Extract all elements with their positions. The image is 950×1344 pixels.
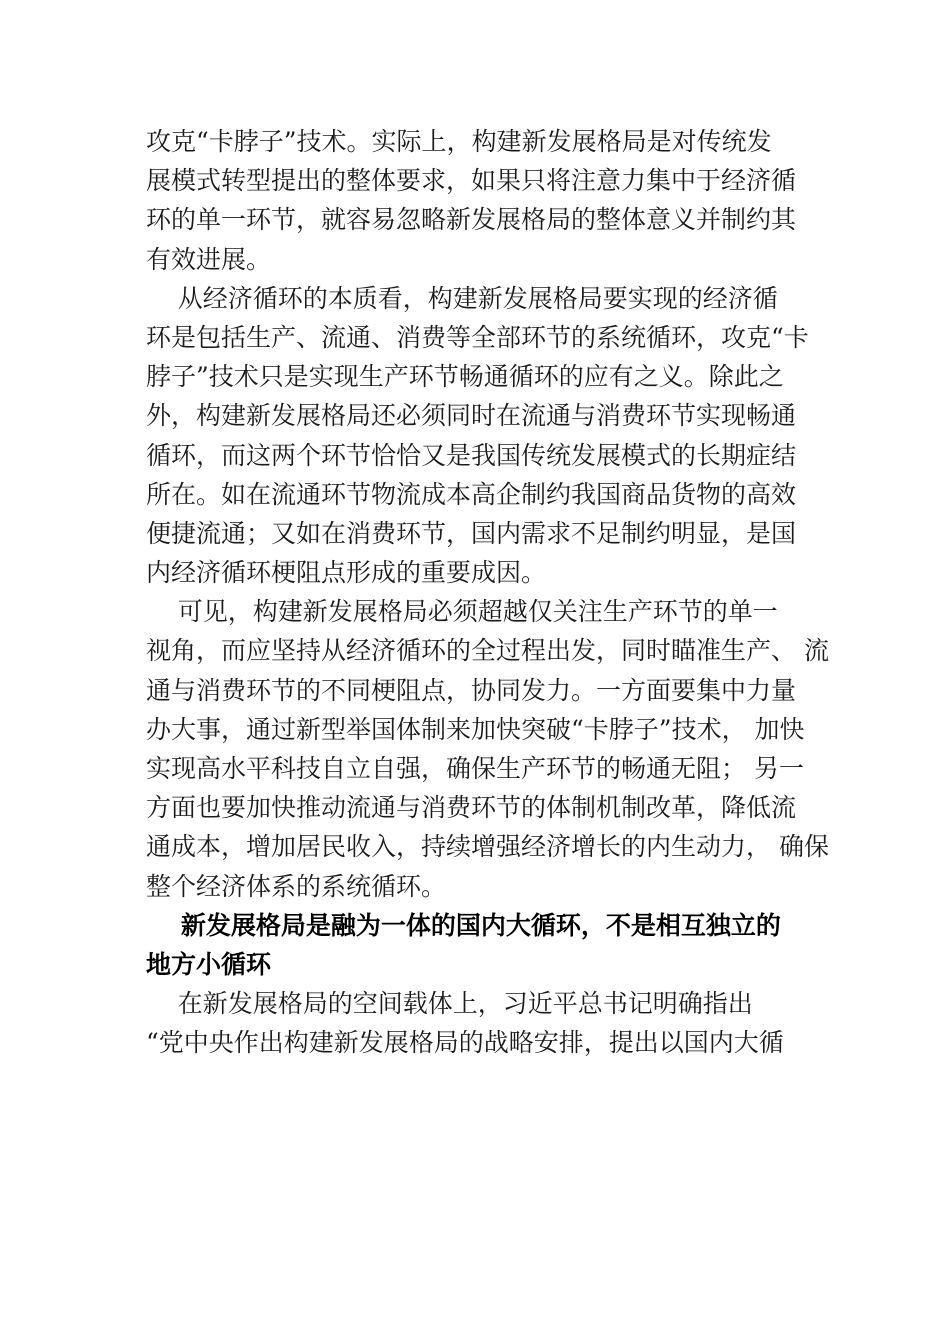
body-line: 环是包括生产、流通、消费等全部环节的系统循环，攻克“卡 xyxy=(146,322,809,352)
body-line: 便捷流通；又如在消费环节，国内需求不足制约明显，是国 xyxy=(146,518,797,548)
body-line: 办大事，通过新型举国体制来加快突破“卡脖子”技术， 加快 xyxy=(146,714,805,744)
body-line: 可见，构建新发展格局必须超越仅关注生产环节的单一 xyxy=(146,597,778,627)
body-line: 方面也要加快推动流通与消费环节的体制机制改革，降低流 xyxy=(146,793,797,823)
body-line: 实现高水平科技自立自强，确保生产环节的畅通无阻； 另一 xyxy=(146,754,804,783)
section-heading-line: 地方小循环 xyxy=(146,949,272,979)
body-line: 环的单一环节，就容易忽略新发展格局的整体意义并制约其 xyxy=(146,205,797,235)
body-line: 攻克“卡脖子”技术。实际上，构建新发展格局是对传统发 xyxy=(146,127,772,156)
body-line: 外，构建新发展格局还必须同时在流通与消费环节实现畅通 xyxy=(146,401,797,431)
section-heading-line: 新发展格局是融为一体的国内大循环，不是相互独立的 xyxy=(146,910,781,940)
body-line: 通与消费环节的不同梗阻点，协同发力。一方面要集中力量 xyxy=(146,675,797,705)
body-line: “党中央作出构建新发展格局的战略安排，提出以国内大循 xyxy=(146,1028,784,1058)
body-line: 有效进展。 xyxy=(146,244,272,274)
body-line: 从经济循环的本质看，构建新发展格局要实现的经济循 xyxy=(146,283,778,313)
body-line: 脖子”技术只是实现生产环节畅通循环的应有之义。除此之 xyxy=(146,362,784,392)
body-line: 循环，而这两个环节恰恰又是我国传统发展模式的长期症结 xyxy=(146,440,797,470)
body-line: 所在。如在流通环节物流成本高企制约我国商品货物的高效 xyxy=(146,479,797,509)
article-body xyxy=(146,122,829,1063)
body-line: 展模式转型提出的整体要求，如果只将注意力集中于经济循 xyxy=(146,166,797,196)
body-line: 视角，而应坚持从经济循环的全过程出发，同时瞄准生产、 流 xyxy=(146,636,829,666)
body-line: 通成本，增加居民收入，持续增强经济增长的内生动力， 确保 xyxy=(146,832,829,862)
body-line: 在新发展格局的空间载体上，习近平总书记明确指出 xyxy=(146,989,753,1019)
body-line: 整个经济体系的系统循环。 xyxy=(146,871,447,901)
body-line: 内经济循环梗阻点形成的重要成因。 xyxy=(146,558,547,588)
